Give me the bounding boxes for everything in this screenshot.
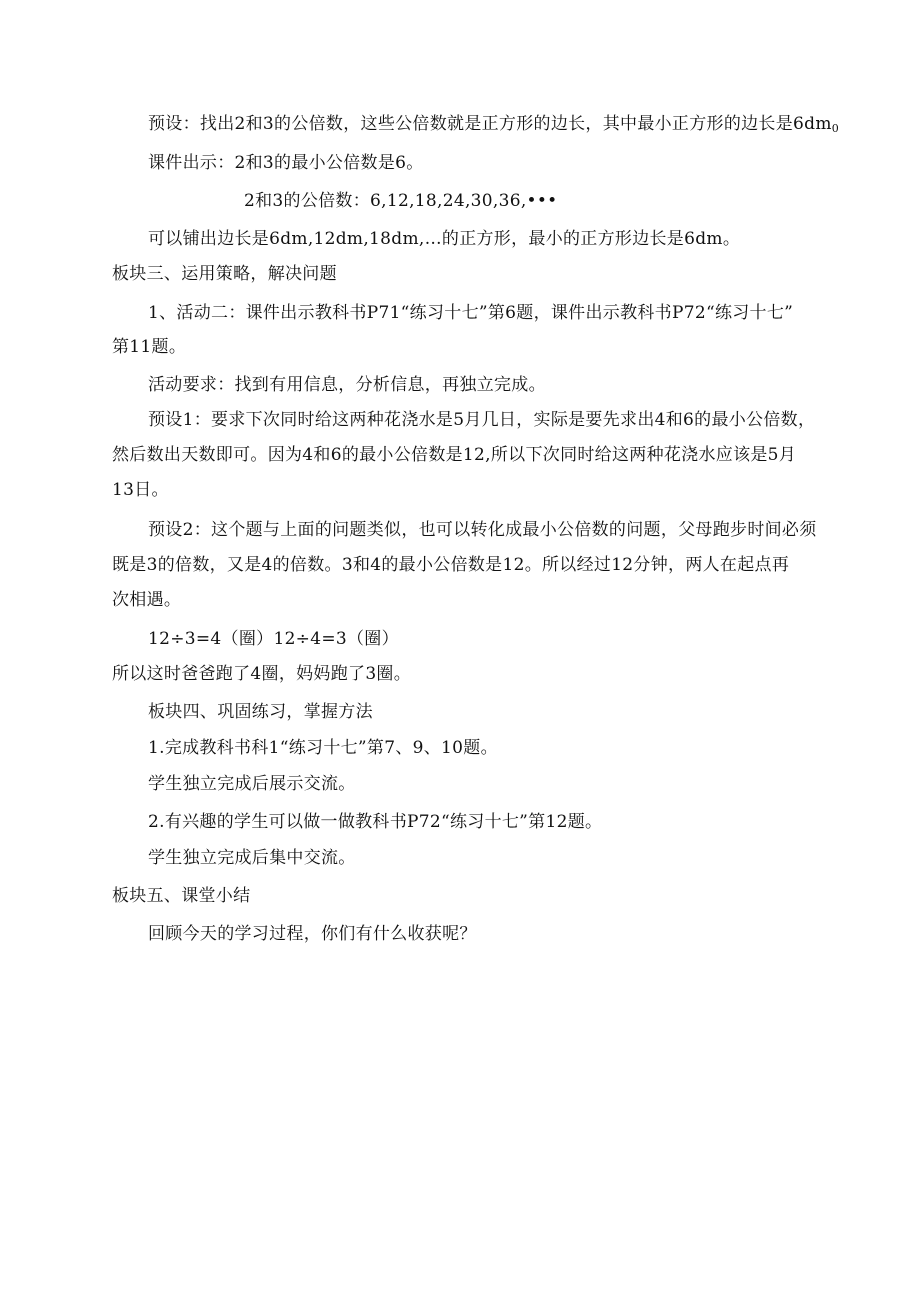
summary-question-line: 回顾今天的学习过程，你们有什么收获呢？ xyxy=(148,924,477,944)
preset1-line3: 13日。 xyxy=(112,480,169,500)
tile-squares-line: 可以铺出边长是6dm,12dm,18dm,…的正方形，最小的正方形边长是6dm。 xyxy=(148,229,741,249)
activity2-line2: 第11题。 xyxy=(112,337,187,357)
section3-heading: 板块三、运用策略，解决问题 xyxy=(112,264,337,284)
section5-heading: 板块五、课堂小结 xyxy=(112,886,251,906)
exercise2-line: 2.有兴趣的学生可以做一做教科书P72“练习十七”第12题。 xyxy=(148,812,603,832)
activity2-line1: 1、活动二：课件出示教科书P71“练习十七”第6题，课件出示教科书P72“练习十七” xyxy=(148,303,794,323)
section4-heading: 板块四、巩固练习，掌握方法 xyxy=(148,702,373,722)
preset2-line3: 次相遇。 xyxy=(112,590,182,610)
preset1-line2: 然后数出天数即可。因为4和6的最小公倍数是12,所以下次同时给这两种花浇水应该是5月 xyxy=(112,445,797,465)
exercise2-note-line: 学生独立完成后集中交流。 xyxy=(148,848,356,868)
laps-conclusion-line: 所以这时爸爸跑了4圈，妈妈跑了3圈。 xyxy=(112,664,412,684)
preset-subscript: 0 xyxy=(831,122,840,135)
division-line: 12÷3=4（圈）12÷4=3（圈） xyxy=(148,629,399,649)
preset-line xyxy=(148,112,839,141)
preset1-line1: 预设1：要求下次同时给这两种花浇水是5月几日，实际是要先求出4和6的最小公倍数， xyxy=(148,410,816,430)
preset2-line2: 既是3的倍数，又是4的倍数。3和4的最小公倍数是12。所以经过12分钟，两人在起点再 xyxy=(112,555,790,575)
preset2-line1: 预设2：这个题与上面的问题类似，也可以转化成最小公倍数的问题，父母跑步时间必须 xyxy=(148,520,817,540)
common-multiples-line: 2和3的公倍数：6,12,18,24,30,36,••• xyxy=(244,191,558,211)
preset-text: 预设：找出2和3的公倍数，这些公倍数就是正方形的边长，其中最小正方形的边长是6dm xyxy=(148,114,832,134)
activity-requirement-line: 活动要求：找到有用信息，分析信息，再独立完成。 xyxy=(148,375,546,395)
exercise1-note-line: 学生独立完成后展示交流。 xyxy=(148,774,356,794)
exercise1-line: 1.完成教科书科1“练习十七”第7、9、10题。 xyxy=(148,738,498,758)
courseware-show-line: 课件出示：2和3的最小公倍数是6。 xyxy=(148,153,424,173)
